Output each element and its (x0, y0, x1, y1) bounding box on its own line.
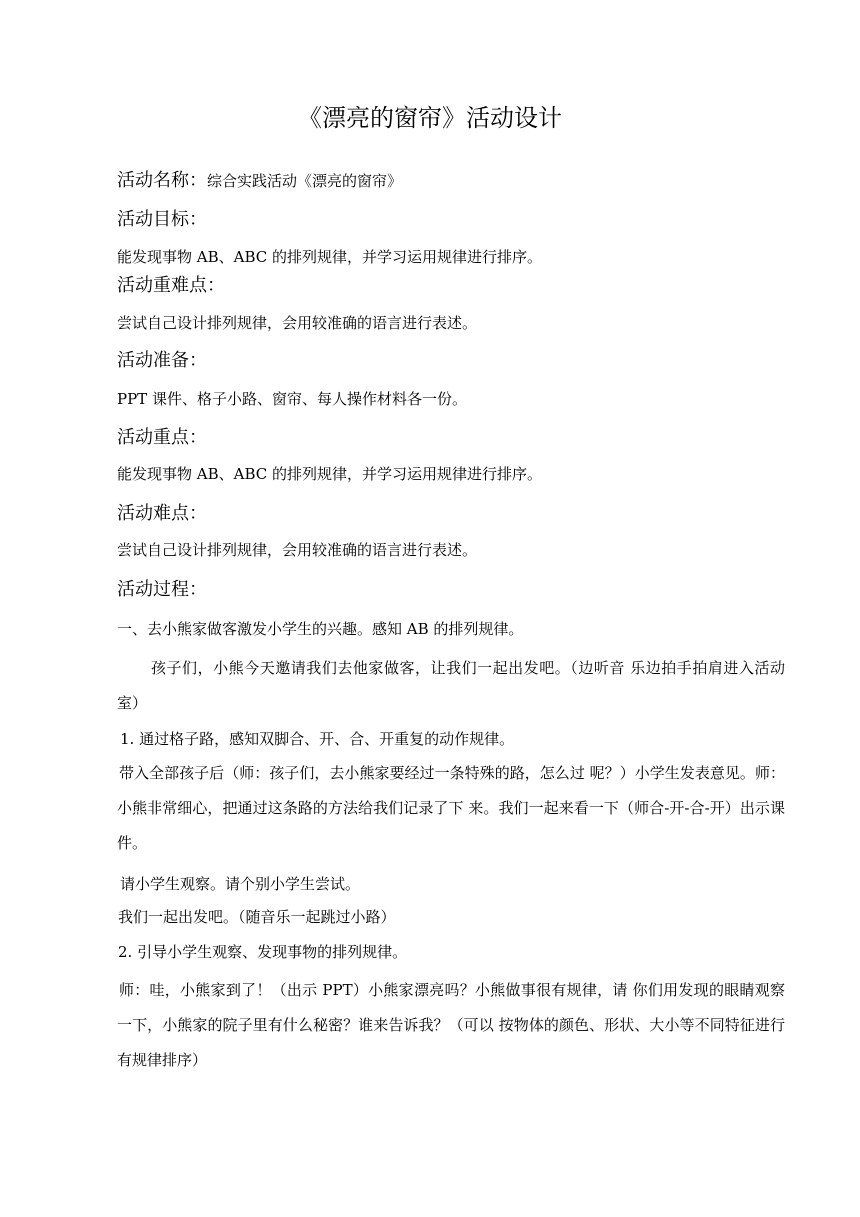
key-difficult-text: 尝试自己设计排列规律，会用较准确的语言进行表述。 (117, 314, 478, 332)
process-section-1: 一、去小熊家做客激发小学生的兴趣。感知 AB 的排列规律。 (117, 620, 524, 638)
document-title: 《漂亮的窗帘》活动设计 (298, 104, 562, 132)
process-step-1: 1. 通过格子路，感知双脚合、开、合、开重复的动作规律。 (120, 730, 515, 748)
key-difficult-heading: 活动重难点： (117, 275, 225, 296)
process-paragraph-2: 带入全部孩子后（师：孩子们，去小熊家要经过一条特殊的路，怎么过 呢？）小学生发表意见。师：小熊非常细心，把通过这条路的方法给我们记录了下 来。我们一起来看一下（师合-开-合-开）出示课件。 (117, 764, 785, 852)
preparation-text: PPT 课件、格子小路、窗帘、每人操作材料各一份。 (117, 390, 467, 408)
process-paragraph-3: 请小学生观察。请个别小学生尝试。 (120, 875, 361, 893)
key-points-text: 能发现事物 AB、ABC 的排列规律，并学习运用规律进行排序。 (117, 465, 543, 483)
process-step-2: 2. 引导小学生观察、发现事物的排列规律。 (118, 943, 408, 961)
goal-heading: 活动目标： (117, 209, 207, 230)
difficult-points-heading: 活动难点： (117, 503, 207, 524)
activity-name-row (117, 168, 402, 194)
process-paragraph-5: 师：哇，小熊家到了！（出示 PPT）小熊家漂亮吗？小熊做事很有规律，请 你们用发现的眼睛观察一下，小熊家的院子里有什么秘密？谁来告诉我？（可以 按物体的颜色、形状、大小等不同特征进行有规律排序） (117, 981, 785, 1069)
key-points-heading: 活动重点： (117, 427, 207, 448)
goal-text: 能发现事物 AB、ABC 的排列规律，并学习运用规律进行排序。 (117, 248, 543, 266)
process-heading: 活动过程： (117, 579, 207, 600)
difficult-points-text: 尝试自己设计排列规律，会用较准确的语言进行表述。 (117, 541, 478, 559)
preparation-heading: 活动准备： (117, 350, 207, 371)
activity-name-value: 综合实践活动《漂亮的窗帘》 (207, 172, 403, 190)
process-paragraph-1: 孩子们，小熊今天邀请我们去他家做客，让我们一起出发吧。（边听音 乐边拍手拍肩进入活动室） (117, 659, 785, 712)
activity-name-label: 活动名称： (117, 170, 207, 191)
process-paragraph-4: 我们一起出发吧。（随音乐一起跳过小路） (118, 908, 396, 926)
